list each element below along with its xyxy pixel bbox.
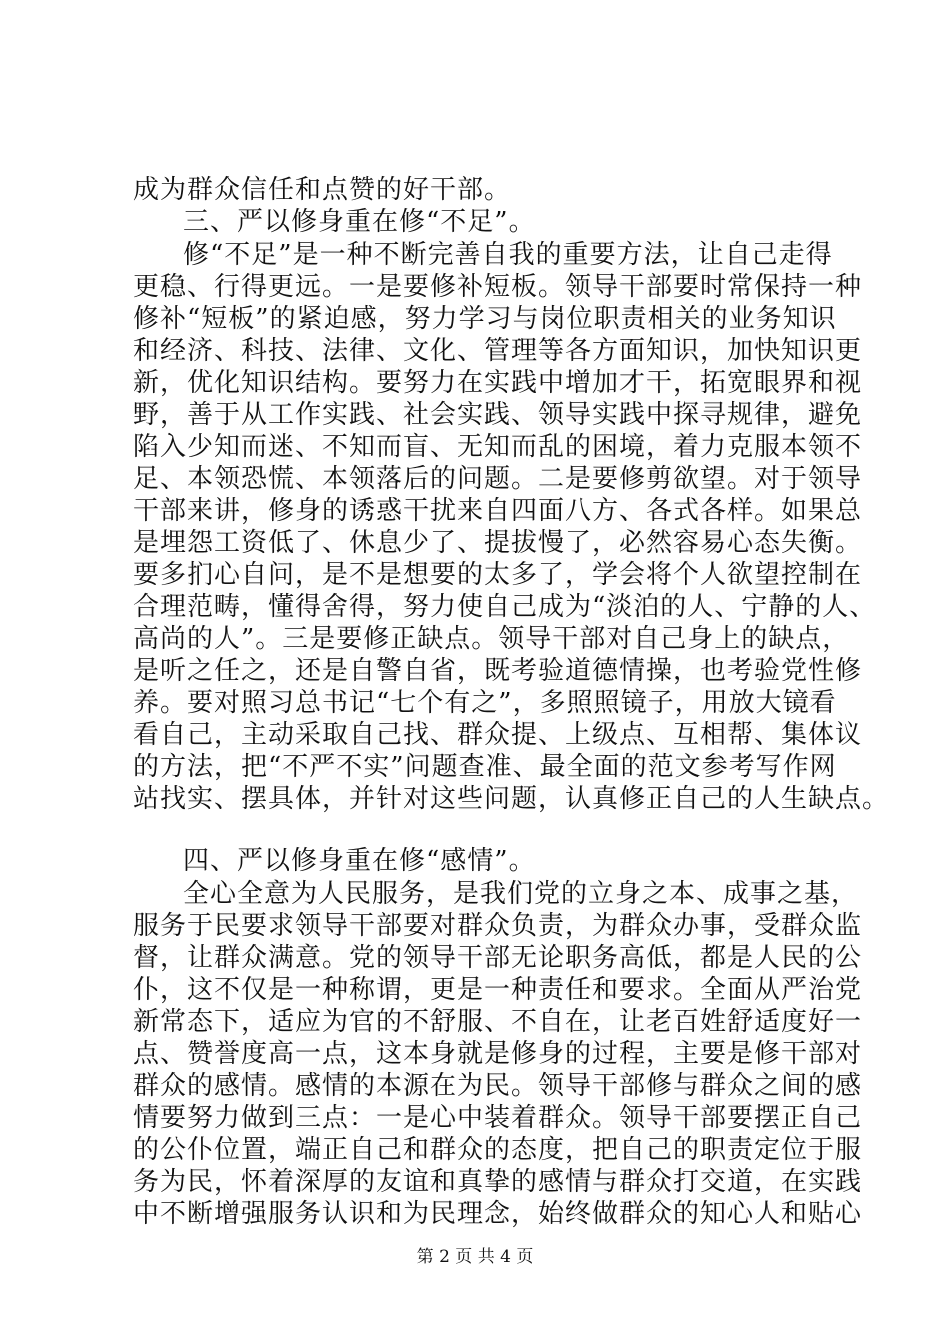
text-line: 的方法，把“不严不实”问题查准、最全面的范文参考写作网 bbox=[133, 752, 837, 782]
text-line: 足、本领恐慌、本领落后的问题。二是要修剪欲望。对于领导 bbox=[133, 464, 863, 494]
section-heading: 三、严以修身重在修“不足”。 bbox=[183, 207, 536, 237]
text-line: 干部来讲，修身的诱惑干扰来自四面八方、各式各样。如果总 bbox=[133, 496, 863, 526]
page-number-footer: 第 2 页 共 4 页 bbox=[416, 1247, 534, 1267]
text-line: 仆，这不仅是一种称谓，更是一种责任和要求。全面从严治党 bbox=[133, 975, 863, 1005]
text-line: 督，让群众满意。党的领导干部无论职务高低，都是人民的公 bbox=[133, 943, 863, 973]
text-line: 修“不足”是一种不断完善自我的重要方法，让自己走得 bbox=[183, 240, 833, 270]
text-line: 更稳、行得更远。一是要修补短板。领导干部要时常保持一种 bbox=[133, 272, 863, 302]
text-line: 高尚的人”。三是要修正缺点。领导干部对自己身上的缺点， bbox=[133, 624, 850, 654]
text-line: 务为民，怀着深厚的友谊和真挚的感情与群众打交道，在实践 bbox=[133, 1167, 863, 1197]
text-line: 合理范畴，懂得舍得，努力使自己成为“淡泊的人、宁静的人、 bbox=[133, 592, 877, 622]
text-line: 和经济、科技、法律、文化、管理等各方面知识，加快知识更 bbox=[133, 336, 863, 366]
text-line: 看自己，主动采取自己找、群众提、上级点、互相帮、集体议 bbox=[133, 720, 863, 750]
text-line: 全心全意为人民服务，是我们党的立身之本、成事之基， bbox=[183, 879, 859, 909]
text-line: 是埋怨工资低了、休息少了、提拔慢了，必然容易心态失衡。 bbox=[133, 528, 863, 558]
text-line: 服务于民要求领导干部要对群众负责，为群众办事，受群众监 bbox=[133, 911, 863, 941]
text-line: 修补“短板”的紧迫感，努力学习与岗位职责相关的业务知识 bbox=[133, 304, 837, 334]
text-line: 站找实、摆具体，并针对这些问题，认真修正自己的人生缺点。 bbox=[133, 784, 890, 814]
text-line: 养。要对照习总书记“七个有之”，多照照镜子，用放大镜看 bbox=[133, 688, 837, 718]
text-line: 的公仆位置，端正自己和群众的态度，把自己的职责定位于服 bbox=[133, 1135, 863, 1165]
text-line: 中不断增强服务认识和为民理念，始终做群众的知心人和贴心 bbox=[133, 1199, 863, 1229]
text-line: 新，优化知识结构。要努力在实践中增加才干，拓宽眼界和视 bbox=[133, 368, 863, 398]
text-line: 新常态下，适应为官的不舒服、不自在，让老百姓舒适度好一 bbox=[133, 1007, 863, 1037]
text-line: 群众的感情。感情的本源在为民。领导干部修与群众之间的感 bbox=[133, 1071, 863, 1101]
text-line: 野，善于从工作实践、社会实践、领导实践中探寻规律，避免 bbox=[133, 400, 863, 430]
text-line: 要多扪心自问，是不是想要的太多了，学会将个人欲望控制在 bbox=[133, 560, 863, 590]
text-line: 点、赞誉度高一点，这本身就是修身的过程，主要是修干部对 bbox=[133, 1039, 863, 1069]
text-line: 陷入少知而迷、不知而盲、无知而乱的困境，着力克服本领不 bbox=[133, 432, 863, 462]
text-line: 情要努力做到三点：一是心中装着群众。领导干部要摆正自己 bbox=[133, 1103, 863, 1133]
text-line: 是听之任之，还是自警自省，既考验道德情操，也考验党性修 bbox=[133, 656, 863, 686]
text-line: 成为群众信任和点赞的好干部。 bbox=[133, 175, 512, 205]
section-heading: 四、严以修身重在修“感情”。 bbox=[183, 846, 536, 876]
